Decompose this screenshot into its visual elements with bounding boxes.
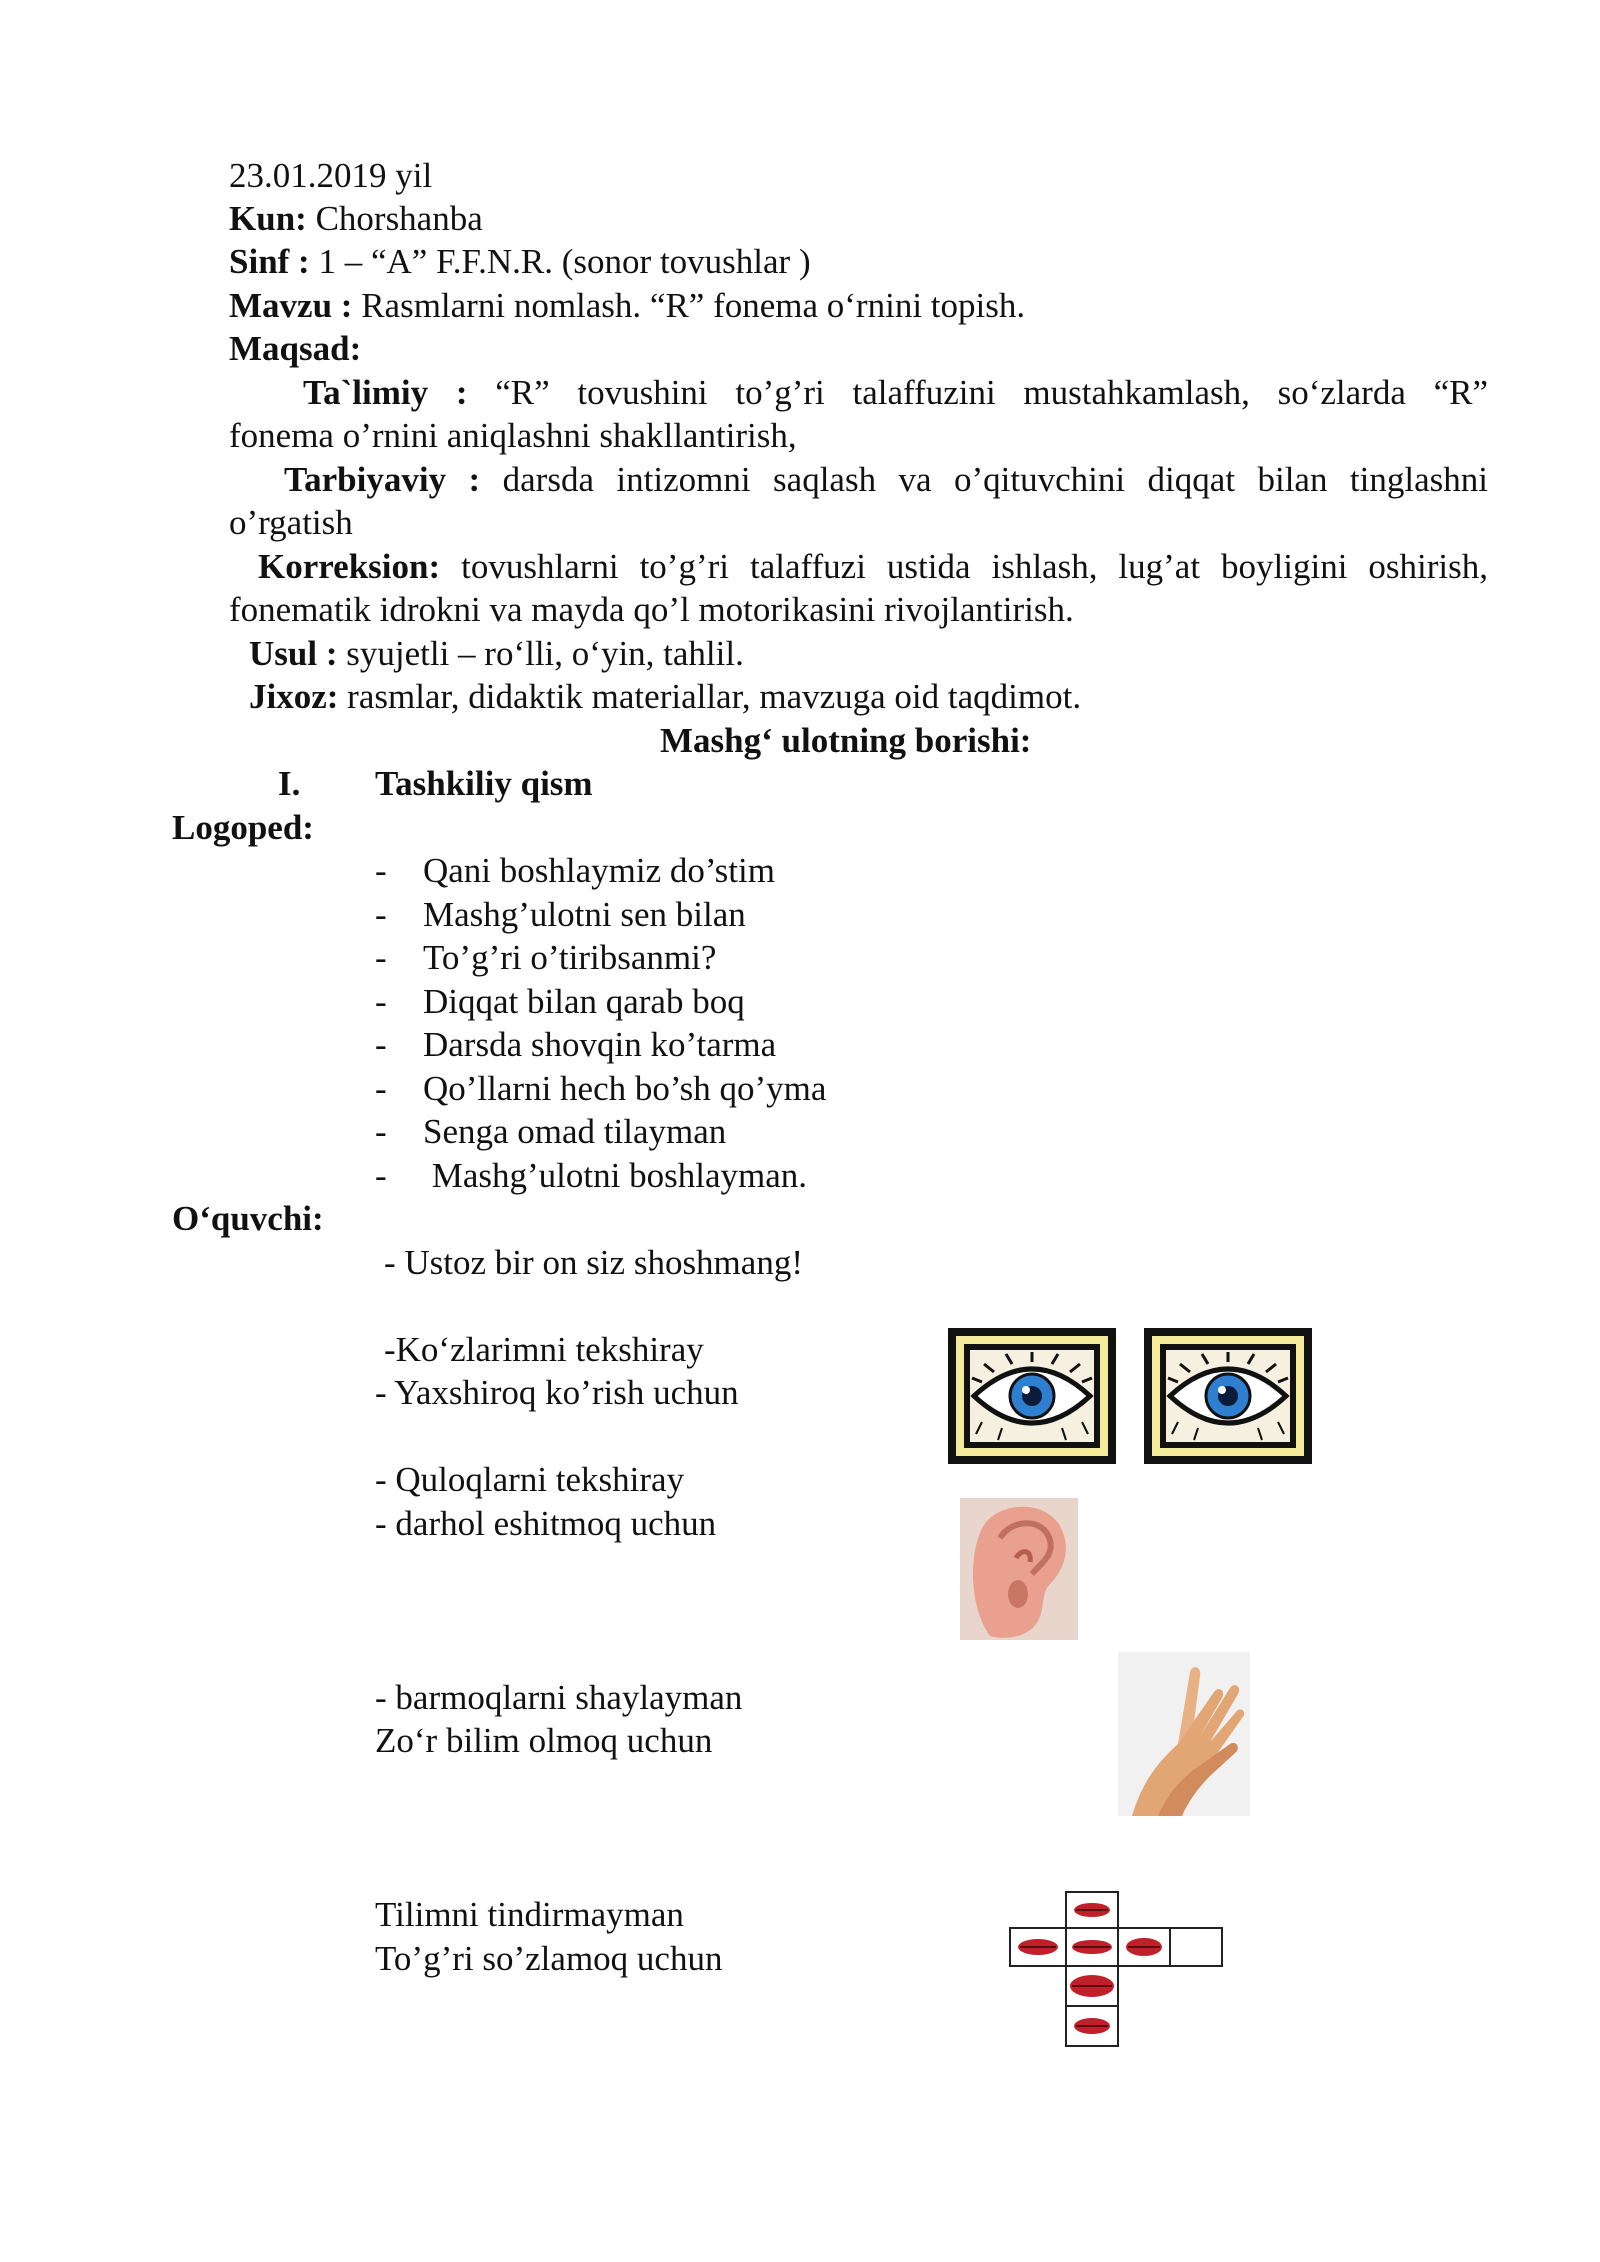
list-item: Mashg’ulotni boshlayman. [423,1156,807,1195]
jixoz-label: Jixoz: [249,677,339,716]
list-dash: - [375,1156,387,1195]
usul-line [249,632,744,675]
kun-label: Kun: [229,199,307,238]
eye-icon [942,1322,1122,1470]
mavzu-line [229,284,1025,327]
ears-line-1: - Quloqlarni tekshiray [375,1460,685,1499]
tarbiyaviy-text-1: darsda intizomni saqlash va o’qituvchini diqqat bilan tinglashni [502,460,1488,499]
oquvchi-line: - Ustoz bir on siz shoshmang! [384,1243,803,1282]
list-item: To’g’ri o’tiribsanmi? [423,938,717,977]
jixoz-line [249,675,1081,718]
list-item: Darsda shovqin ko’tarma [423,1025,777,1064]
tongue-line-2: To’g’ri so’zlamoq uchun [375,1939,723,1978]
list-dash: - [375,895,387,934]
kun-line [229,197,483,240]
talimiy-text-1: “R” tovushini to’g’ri talaffuzini mustahkamlash, so‘zlarda “R” [495,373,1488,412]
mavzu-value: Rasmlarni nomlash. “R” fonema o‘rnini topish. [361,286,1026,325]
list-item: Senga omad tilayman [423,1112,727,1151]
talimiy-label: Ta`limiy : [303,373,468,412]
tarbiyaviy-label: Tarbiyaviy : [284,460,481,499]
usul-label: Usul : [249,634,338,673]
tarbiyaviy-line-2: o’rgatish [229,503,353,542]
usul-value: syujetli – ro‘lli, o‘yin, tahlil. [346,634,744,673]
section-title: Tashkiliy qism [375,764,593,803]
ears-line-2: - darhol eshitmoq uchun [375,1504,717,1543]
talimiy-line-2: fonema o’rnini aniqlashni shakllantirish, [229,416,797,455]
list-dash: - [375,1112,387,1151]
section-number: I. [278,764,301,803]
talimiy-line-1 [303,371,1488,414]
sinf-line [229,240,811,283]
kun-value: Chorshanba [315,199,483,238]
logoped-label: Logoped: [172,808,314,847]
ear-icon [960,1498,1078,1640]
korreksion-line-2: fonematik idrokni va mayda qo’l motorikasini rivojlantirish. [229,590,1074,629]
korreksion-line-1 [258,545,1488,588]
list-item: Qani boshlaymiz do’stim [423,851,775,890]
date: 23.01.2019 yil [229,156,433,195]
sinf-value: 1 – “A” F.F.N.R. (sonor tovushlar ) [318,242,811,281]
korreksion-label: Korreksion: [258,547,441,586]
eye-icon [1138,1322,1318,1470]
list-item: Mashg’ulotni sen bilan [423,895,746,934]
list-dash: - [375,938,387,977]
lips-icon [1002,1884,1224,2072]
eyes-line-1: -Ko‘zlarimni tekshiray [384,1330,704,1369]
list-item: Diqqat bilan qarab boq [423,982,745,1021]
eyes-line-2: - Yaxshiroq ko’rish uchun [375,1373,739,1412]
hand-icon [1118,1652,1250,1816]
list-dash: - [375,851,387,890]
lesson-heading: Mashg‘ ulotning borishi: [660,721,1032,760]
korreksion-text-1: tovushlarni to’g’ri talaffuzi ustida ishlash, lug’at boyligini oshirish, [461,547,1489,586]
list-item: Qo’llarni hech bo’sh qo’yma [423,1069,827,1108]
fingers-line-2: Zo‘r bilim olmoq uchun [375,1721,713,1760]
tongue-line-1: Tilimni tindirmayman [375,1895,684,1934]
tarbiyaviy-line-1 [284,458,1488,501]
list-dash: - [375,1069,387,1108]
list-dash: - [375,982,387,1021]
jixoz-value: rasmlar, didaktik materiallar, mavzuga oid taqdimot. [347,677,1082,716]
mavzu-label: Mavzu : [229,286,353,325]
oquvchi-label: O‘quvchi: [172,1199,324,1238]
list-dash: - [375,1025,387,1064]
sinf-label: Sinf : [229,242,310,281]
maqsad-label: Maqsad: [229,329,362,368]
fingers-line-1: - barmoqlarni shaylayman [375,1678,743,1717]
